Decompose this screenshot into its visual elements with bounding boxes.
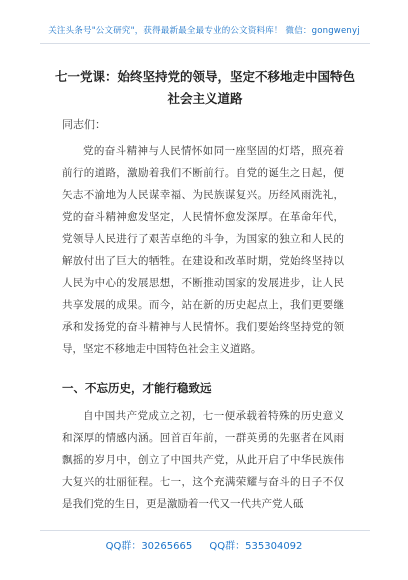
header-banner: 关注头条号"公文研究"，获得最新最全最专业的公文资料库！ 微信：gongwenyj — [48, 26, 360, 36]
body-paragraph: 自中国共产党成立之初，七一便承载着特殊的历史意义和深厚的情感内涵。回首百年前，一群英勇的先驱者在风雨飘摇的岁月中，创立了中国共产党，从此开启了中华民族伟大复兴的壮丽征程。七一，这个充满荣耀与奋斗的日子不仅是我们党的生日，更是激励着一代又一代共产党人砥 — [62, 410, 344, 510]
footer — [0, 537, 408, 552]
footer-divider — [40, 530, 370, 531]
body-paragraph: 党的奋斗精神与人民情怀如同一座坚固的灯塔，照亮着前行的道路，激励着我们不断前行。自党的诞生之日起，便矢志不渝地为人民谋幸福、为民族谋复兴。历经风雨洗礼，党的奋斗精神愈发坚定，人民情怀愈发深厚。在革命年代，党领导人民进行了艰苦卓绝的斗争，为国家的独立和人民的解放付出了巨大的牺牲。在建设和改革时期，党始终坚持以人民为中心的发展思想，不断推动国家的发展进步，让人民共享发展的成果。而今，站在新的历史起点上，我们更要继承和发扬党的奋斗精神与人民情怀。我们要始终坚持党的领导，坚定不移地走中国特色社会主义道路。 — [62, 145, 344, 355]
section-heading: 一、不忘历史，才能行稳致远 — [62, 381, 212, 395]
footer-qq-group-2: QQ群：535304092 — [209, 541, 303, 552]
footer-qq-group-1: QQ群：30265665 — [105, 541, 193, 552]
document-title: 七一党课：始终坚持党的领导，坚定不移地走中国特色社会主义道路 — [54, 69, 355, 106]
header-divider — [40, 43, 370, 44]
salutation: 同志们： — [62, 118, 106, 131]
